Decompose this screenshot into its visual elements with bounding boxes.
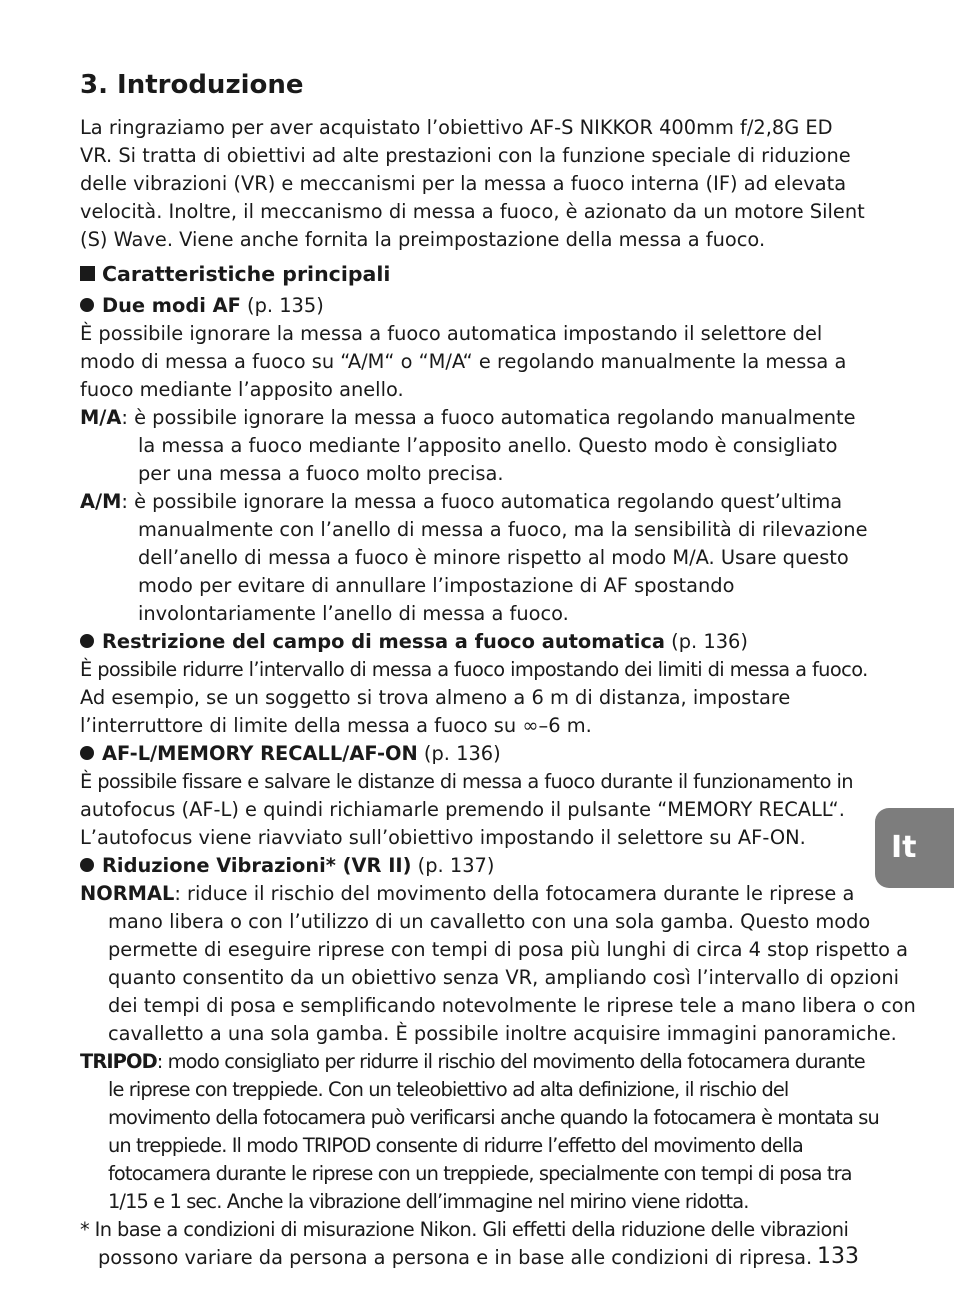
feature-title: AF-L/MEMORY RECALL/AF-ON	[102, 742, 418, 765]
section-heading-text: Caratteristiche principali	[102, 262, 391, 286]
body-line: involontariamente l’anello di messa a fuoco.	[138, 602, 569, 625]
feature-heading-memory-recall	[80, 740, 870, 768]
body-line: È possibile fissare e salvare le distanze di messa a fuoco durante il funzionamento in	[80, 770, 853, 793]
intro-line: VR. Si tratta di obiettivi ad alte prestazioni con la funzione speciale di riduzione	[80, 144, 851, 167]
feature-title: Riduzione Vibrazioni* (VR II)	[102, 854, 412, 877]
body-line: per una messa a fuoco molto precisa.	[138, 462, 504, 485]
page-reference: (p. 137)	[411, 854, 495, 877]
feature-heading-vr	[80, 852, 870, 880]
body-line: L’autofocus viene riavviato sull’obiettivo impostando il selettore su AF-ON.	[80, 826, 806, 849]
definition-normal	[80, 880, 870, 908]
page-number: 133	[817, 1244, 859, 1269]
definition-text: : modo consigliato per ridurre il rischio del movimento della fotocamera durante	[156, 1050, 865, 1073]
term-label: M/A	[80, 406, 122, 429]
page-reference: (p. 136)	[417, 742, 501, 765]
body-line: le riprese con treppiede. Con un teleobiettivo ad alta definizione, il rischio del	[108, 1078, 789, 1101]
footnote-line: possono variare da persona a persona e in base alle condizioni di ripresa.	[98, 1246, 813, 1269]
body-line: È possibile ridurre l’intervallo di messa a fuoco impostando dei limiti di messa a fuoco.	[80, 658, 868, 681]
definition-text: : riduce il rischio del movimento della fotocamera durante le riprese a	[174, 882, 855, 905]
term-label: A/M	[80, 490, 122, 513]
circle-bullet-icon	[80, 858, 94, 872]
intro-line: La ringraziamo per aver acquistato l’obiettivo AF-S NIKKOR 400mm f/2,8G ED	[80, 116, 833, 139]
definition-ma	[80, 404, 870, 432]
feature-heading-af-limit	[80, 628, 870, 656]
body-line: movimento della fotocamera può verificarsi anche quando la fotocamera è montata su	[108, 1106, 879, 1129]
term-label: NORMAL	[80, 882, 175, 905]
body-line: Ad esempio, se un soggetto si trova almeno a 6 m di distanza, impostare	[80, 686, 791, 709]
square-bullet-icon	[80, 266, 95, 281]
term-label: TRIPOD	[80, 1050, 157, 1073]
body-line: l’interruttore di limite della messa a fuoco su ∞–6 m.	[80, 714, 592, 737]
feature-title: Due modi AF	[102, 294, 241, 317]
circle-bullet-icon	[80, 634, 94, 648]
body-line: fuoco mediante l’apposito anello.	[80, 378, 404, 401]
page-reference: (p. 135)	[240, 294, 324, 317]
body-line: quanto consentito da un obiettivo senza VR, ampliando così l’intervallo di opzioni	[108, 966, 900, 989]
body-line: È possibile ignorare la messa a fuoco automatica impostando il selettore del	[80, 322, 823, 345]
definition-tripod	[80, 1048, 870, 1076]
intro-paragraph	[80, 114, 865, 254]
feature-title: Restrizione del campo di messa a fuoco automatica	[102, 630, 666, 653]
intro-line: (S) Wave. Viene anche fornita la preimpostazione della messa a fuoco.	[80, 228, 766, 251]
language-tab: It	[875, 808, 954, 888]
page-reference: (p. 136)	[665, 630, 748, 653]
features-body	[80, 292, 916, 1272]
body-line: modo per evitare di annullare l’impostazione di AF spostando	[138, 574, 735, 597]
circle-bullet-icon	[80, 298, 94, 312]
intro-line: velocità. Inoltre, il meccanismo di messa a fuoco, è azionato da un motore Silent	[80, 200, 865, 223]
body-line: 1/15 e 1 sec. Anche la vibrazione dell’immagine nel mirino viene ridotta.	[108, 1190, 749, 1213]
body-line: fotocamera durante le riprese con un treppiede, specialmente con tempi di posa tra	[108, 1162, 852, 1185]
definition-text: : è possibile ignorare la messa a fuoco automatica regolando quest’ultima	[121, 490, 843, 513]
body-line: autofocus (AF-L) e quindi richiamarle premendo il pulsante “MEMORY RECALL“.	[80, 798, 845, 821]
body-line: modo di messa a fuoco su “A/M“ o “M/A“ e regolando manualmente la messa a	[80, 350, 847, 373]
body-line: dell’anello di messa a fuoco è minore rispetto al modo M/A. Usare questo	[138, 546, 849, 569]
circle-bullet-icon	[80, 746, 94, 760]
footnote-line: * In base a condizioni di misurazione Nikon. Gli effetti della riduzione delle vibrazioni	[80, 1218, 849, 1241]
intro-line: delle vibrazioni (VR) e meccanismi per la messa a fuoco interna (IF) ad elevata	[80, 172, 847, 195]
body-line: permette di eseguire riprese con tempi di posa più lunghi di circa 4 stop rispetto a	[108, 938, 908, 961]
chapter-title: 3. Introduzione	[80, 70, 304, 100]
body-line: dei tempi di posa e semplificando notevolmente le riprese tele a mano libera o con	[108, 994, 916, 1017]
body-line: un treppiede. Il modo TRIPOD consente di ridurre l’effetto del movimento della	[108, 1134, 803, 1157]
body-line: la messa a fuoco mediante l’apposito anello. Questo modo è consigliato	[138, 434, 838, 457]
body-line: mano libera o con l’utilizzo di un cavalletto con una sola gamba. Questo modo	[108, 910, 871, 933]
definition-am	[80, 488, 870, 516]
body-line: manualmente con l’anello di messa a fuoco, ma la sensibilità di rilevazione	[138, 518, 868, 541]
definition-text: : è possibile ignorare la messa a fuoco automatica regolando manualmente	[121, 406, 856, 429]
body-line: cavalletto a una sola gamba. È possibile inoltre acquisire immagini panoramiche.	[108, 1022, 897, 1045]
feature-heading-af-modes	[80, 292, 870, 320]
section-heading	[80, 262, 390, 286]
